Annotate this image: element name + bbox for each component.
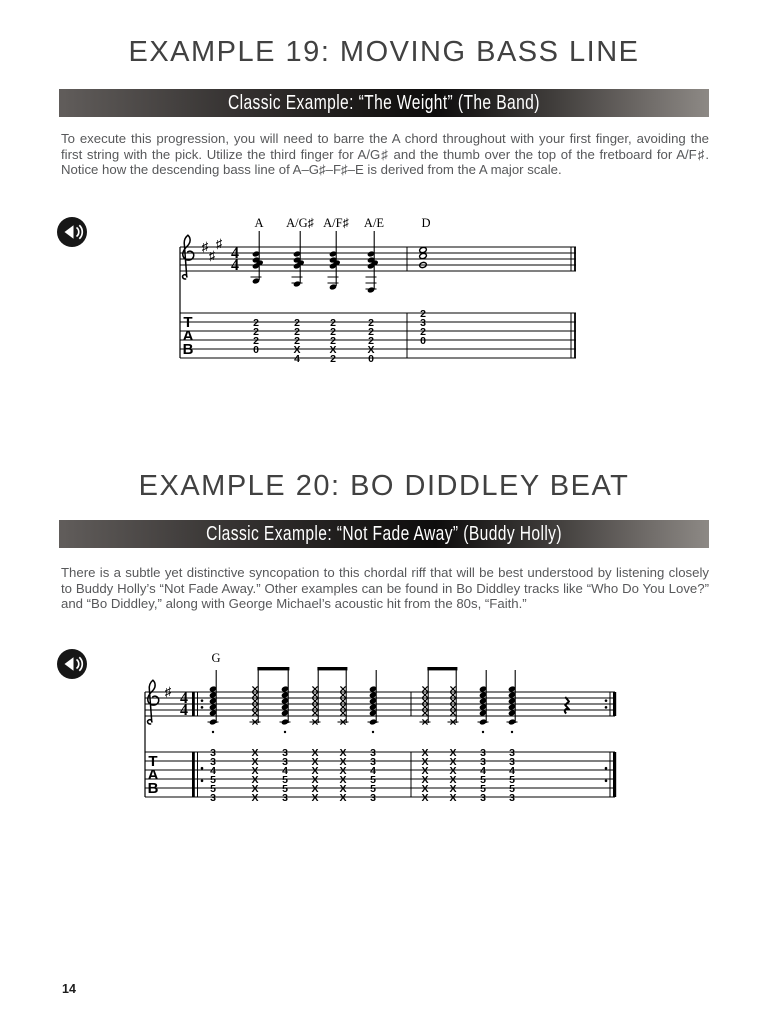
svg-text:X: X — [251, 791, 259, 804]
svg-text:2: 2 — [330, 325, 336, 338]
svg-text:D: D — [421, 216, 431, 230]
svg-text:3: 3 — [480, 791, 486, 804]
svg-text:B: B — [182, 341, 194, 358]
svg-text:X: X — [421, 746, 429, 759]
svg-text:4: 4 — [370, 764, 376, 777]
svg-text:♯: ♯ — [164, 684, 172, 699]
svg-text:X: X — [449, 764, 457, 777]
svg-text:X: X — [329, 343, 337, 356]
svg-text:2: 2 — [368, 316, 374, 329]
svg-text:G: G — [211, 651, 221, 665]
example-19-banner — [59, 89, 709, 117]
svg-text:X: X — [311, 755, 319, 768]
svg-text:X: X — [311, 791, 319, 804]
svg-text:X: X — [421, 791, 429, 804]
svg-text:2: 2 — [330, 352, 336, 365]
svg-text:X: X — [339, 791, 347, 804]
svg-text:3: 3 — [282, 791, 288, 804]
svg-text:5: 5 — [370, 782, 376, 795]
example-19-notation — [175, 215, 589, 373]
svg-text:B: B — [147, 780, 159, 797]
svg-text:X: X — [311, 764, 319, 777]
svg-text:4: 4 — [282, 764, 288, 777]
svg-text:3: 3 — [370, 746, 376, 759]
svg-text:X: X — [251, 746, 259, 759]
svg-text:A/E: A/E — [363, 216, 385, 230]
svg-text:♯: ♯ — [208, 248, 216, 263]
svg-text:2: 2 — [368, 334, 374, 347]
svg-text:4: 4 — [231, 245, 239, 262]
svg-text:5: 5 — [480, 773, 486, 786]
svg-text:2: 2 — [420, 325, 426, 338]
svg-text:2: 2 — [294, 316, 300, 329]
svg-text:2: 2 — [420, 307, 426, 320]
example-19-banner-label: Classic Example: “The Weight” (The Band) — [228, 91, 540, 114]
svg-text:X: X — [449, 746, 457, 759]
svg-text:3: 3 — [509, 746, 515, 759]
svg-text:5: 5 — [480, 782, 486, 795]
audio-playback-button[interactable] — [56, 648, 88, 680]
svg-text:3: 3 — [282, 755, 288, 768]
svg-text:5: 5 — [509, 782, 515, 795]
svg-text:5: 5 — [370, 773, 376, 786]
svg-text:4: 4 — [180, 690, 188, 707]
svg-text:X: X — [251, 773, 259, 786]
svg-text:2: 2 — [330, 316, 336, 329]
svg-text:X: X — [339, 773, 347, 786]
svg-text:4: 4 — [180, 702, 188, 719]
svg-text:3: 3 — [210, 746, 216, 759]
svg-text:3: 3 — [370, 755, 376, 768]
svg-text:X: X — [339, 782, 347, 795]
svg-text:4: 4 — [210, 764, 216, 777]
svg-text:2: 2 — [294, 325, 300, 338]
example-20-description: There is a subtle yet distinctive syncopation to this chordal riff that will be best understood by listening closely to Buddy Holly’s “Not Fade Away.” Other examples can be found in Bo Diddley tracks like “Who Do You Love?” and “Bo Diddley,” along with George Michael’s acoustic hit from the 80s, “Faith.” — [61, 565, 709, 611]
svg-text:2: 2 — [253, 334, 259, 347]
svg-text:X: X — [367, 343, 375, 356]
svg-text:3: 3 — [480, 755, 486, 768]
example-20-heading: EXAMPLE 20: BO DIDDLEY BEAT — [138, 470, 630, 502]
svg-text:X: X — [421, 764, 429, 777]
svg-text:X: X — [339, 764, 347, 777]
svg-text:3: 3 — [210, 791, 216, 804]
speaker-icon — [56, 648, 88, 680]
svg-text:4: 4 — [231, 257, 239, 274]
svg-text:0: 0 — [420, 334, 426, 347]
svg-text:3: 3 — [480, 746, 486, 759]
svg-text:4: 4 — [294, 352, 300, 365]
svg-text:3: 3 — [282, 746, 288, 759]
svg-text:2: 2 — [253, 316, 259, 329]
svg-text:X: X — [293, 343, 301, 356]
svg-text:A: A — [182, 327, 194, 345]
svg-text:3: 3 — [210, 755, 216, 768]
svg-text:2: 2 — [253, 325, 259, 338]
speaker-icon — [56, 216, 88, 248]
svg-text:X: X — [449, 782, 457, 795]
svg-text:5: 5 — [282, 773, 288, 786]
svg-text:X: X — [449, 791, 457, 804]
svg-text:2: 2 — [294, 334, 300, 347]
svg-text:♯: ♯ — [201, 239, 209, 254]
svg-text:0: 0 — [253, 343, 259, 356]
svg-text:X: X — [449, 773, 457, 786]
svg-text:A: A — [147, 766, 159, 784]
svg-text:X: X — [311, 782, 319, 795]
svg-text:A/F♯: A/F♯ — [323, 216, 349, 230]
svg-text:X: X — [421, 773, 429, 786]
example-19-heading: EXAMPLE 19: MOVING BASS LINE — [128, 36, 640, 68]
svg-text:A: A — [254, 216, 264, 230]
svg-text:X: X — [251, 782, 259, 795]
audio-playback-button[interactable] — [56, 216, 88, 248]
svg-text:3: 3 — [420, 316, 426, 329]
svg-text:4: 4 — [480, 764, 486, 777]
svg-text:X: X — [339, 746, 347, 759]
svg-text:5: 5 — [282, 782, 288, 795]
svg-text:X: X — [339, 755, 347, 768]
svg-text:2: 2 — [368, 325, 374, 338]
svg-text:3: 3 — [509, 791, 515, 804]
svg-text:T: T — [148, 753, 158, 770]
example-20-banner — [59, 520, 709, 548]
svg-text:A/G♯: A/G♯ — [286, 216, 314, 230]
svg-text:X: X — [251, 764, 259, 777]
svg-text:4: 4 — [509, 764, 515, 777]
svg-text:0: 0 — [368, 352, 374, 365]
svg-text:X: X — [311, 746, 319, 759]
svg-text:X: X — [449, 755, 457, 768]
page-number: 14 — [62, 982, 76, 996]
svg-text:X: X — [251, 755, 259, 768]
svg-text:X: X — [421, 782, 429, 795]
svg-text:X: X — [421, 755, 429, 768]
svg-text:T: T — [183, 314, 193, 331]
svg-text:3: 3 — [509, 755, 515, 768]
svg-text:5: 5 — [210, 782, 216, 795]
svg-text:5: 5 — [509, 773, 515, 786]
svg-text:X: X — [311, 773, 319, 786]
example-20-notation — [140, 648, 630, 810]
svg-text:3: 3 — [370, 791, 376, 804]
svg-text:5: 5 — [210, 773, 216, 786]
svg-text:♯: ♯ — [215, 236, 223, 251]
svg-text:2: 2 — [330, 334, 336, 347]
example-19-description: To execute this progression, you will need to barre the A chord throughout with your first finger, avoiding the first string with the pick. Utilize the third finger for A/G♯ and the thumb over the top of the fretboard for A/F♯. Notice how the descending bass line of A–G♯–F♯–E is derived from the A major scale. — [61, 131, 709, 177]
example-20-banner-label: Classic Example: “Not Fade Away” (Buddy Holly) — [206, 522, 562, 545]
